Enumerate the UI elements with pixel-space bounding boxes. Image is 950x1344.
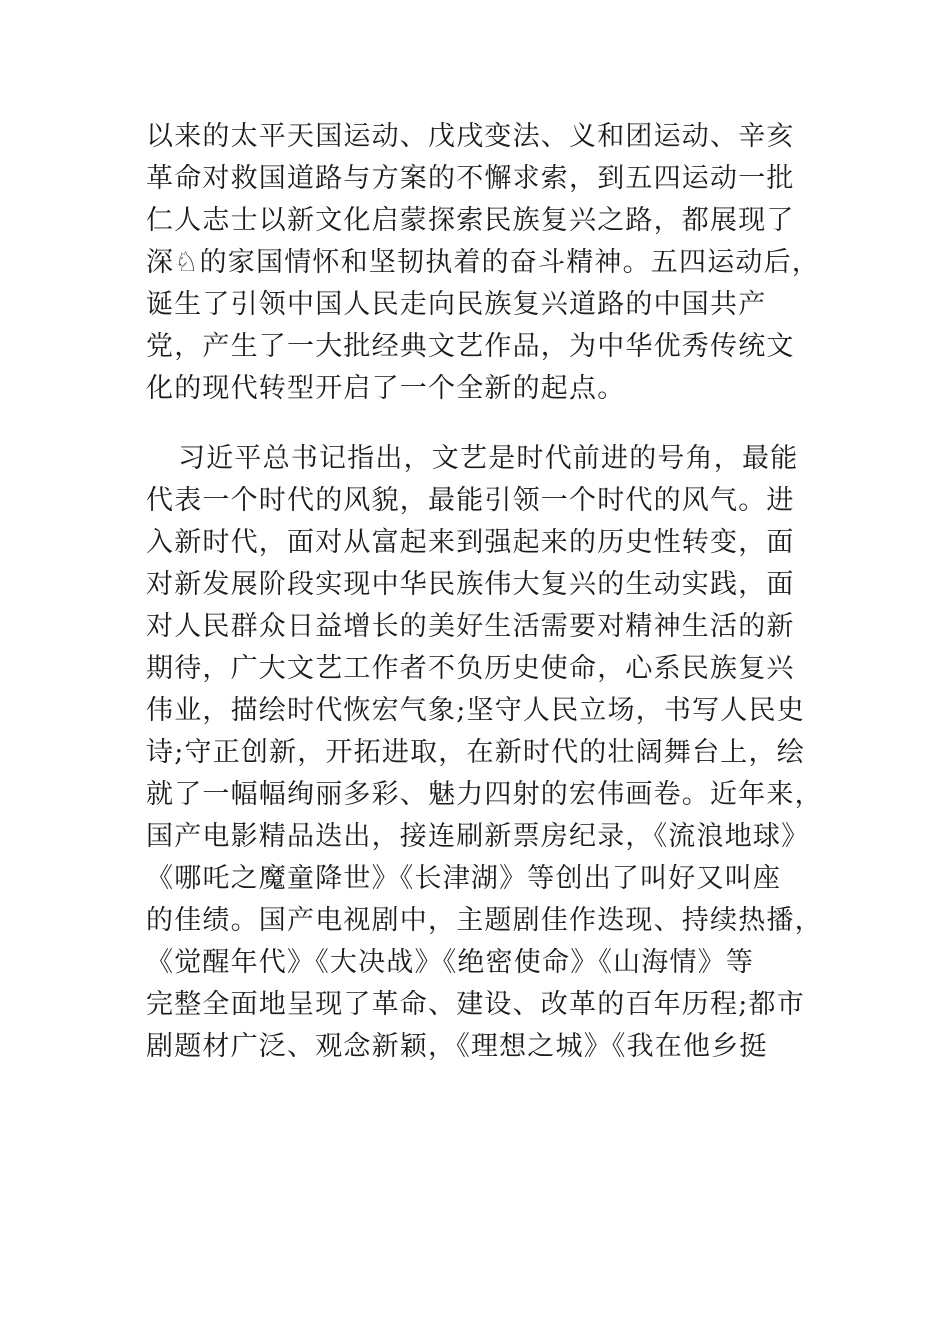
text-line: 伟业，描绘时代恢宏气象;坚守人民立场，书写人民史: [146, 695, 805, 726]
text-line: 《觉醒年代》《大决战》《绝密使命》《山海情》等: [146, 947, 755, 978]
text-line: 仁人志士以新文化启蒙探索民族复兴之路，都展现了: [146, 205, 795, 236]
text-line: 完整全面地呈现了革命、建设、改革的百年历程;都市: [146, 989, 805, 1020]
text-line: 诞生了引领中国人民走向民族复兴道路的中国共产: [146, 289, 767, 320]
text-line: 国产电影精品迭出，接连刷新票房纪录，《流浪地球》: [146, 821, 810, 852]
paragraph-2: [146, 438, 823, 1068]
text-line: 党，产生了一大批经典文艺作品，为中华优秀传统文: [146, 331, 795, 362]
text-line: 对新发展阶段实现中华民族伟大复兴的生动实践，面: [146, 569, 795, 600]
text-line: 剧题材广泛、观念新颖，《理想之城》《我在他乡挺: [146, 1031, 768, 1062]
text-line: 习近平总书记指出，文艺是时代前进的号角，最能: [178, 443, 799, 474]
text-line: 《哪吒之魔童降世》《长津湖》等创出了叫好又叫座: [146, 863, 782, 894]
text-line: 化的现代转型开启了一个全新的起点。: [146, 373, 626, 404]
text-line: 革命对救国道路与方案的不懈求索，到五四运动一批: [146, 163, 795, 194]
text-line: 深♘的家国情怀和坚韧执着的奋斗精神。五四运动后，: [146, 247, 821, 278]
text-line: 就了一幅幅绚丽多彩、魅力四射的宏伟画卷。近年来，: [146, 779, 823, 810]
text-line: 以来的太平天国运动、戊戌变法、义和团运动、辛亥: [146, 121, 795, 152]
text-line: 代表一个时代的风貌，最能引领一个时代的风气。进: [146, 485, 795, 516]
text-line: 的佳绩。国产电视剧中，主题剧佳作迭现、持续热播，: [146, 905, 823, 936]
paragraph-1: [146, 116, 821, 410]
text-line: 期待，广大文艺工作者不负历史使命，心系民族复兴: [146, 653, 795, 684]
text-line: 入新时代，面对从富起来到强起来的历史性转变，面: [146, 527, 795, 558]
text-line: 对人民群众日益增长的美好生活需要对精神生活的新: [146, 611, 795, 642]
text-line: 诗;守正创新，开拓进取，在新时代的壮阔舞台上，绘: [146, 737, 805, 768]
